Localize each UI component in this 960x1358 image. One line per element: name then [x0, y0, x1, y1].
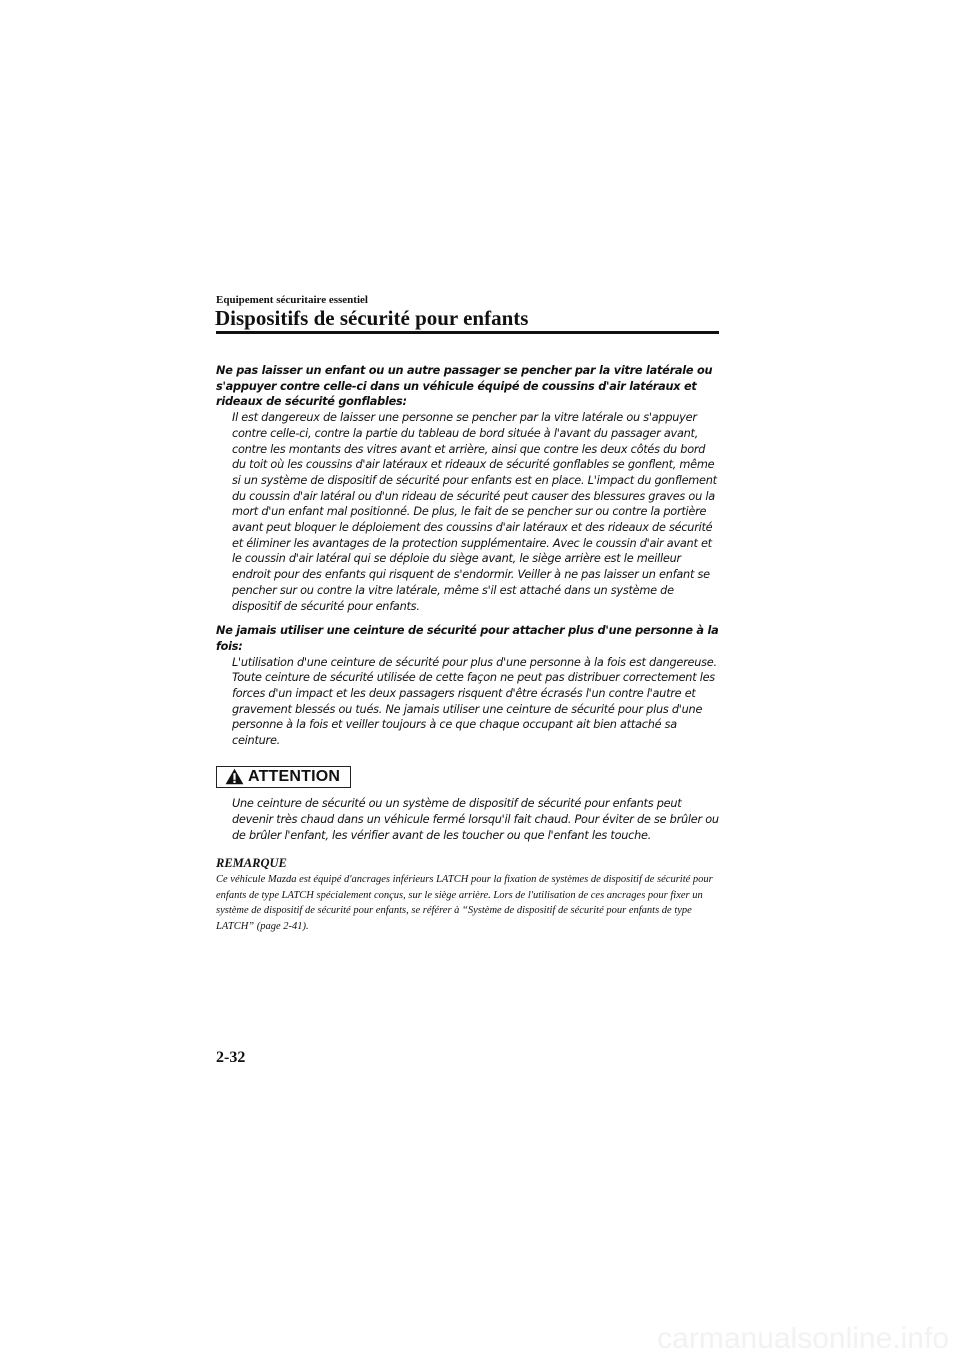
- warning-heading: Ne jamais utiliser une ceinture de sécurité pour attacher plus d'une personne à la fois:: [216, 624, 719, 653]
- warning-triangle-icon: [225, 768, 244, 785]
- section-label: Equipement sécuritaire essentiel: [216, 294, 368, 306]
- warning-block-side-windows: [216, 363, 721, 614]
- title-rule: [216, 331, 719, 334]
- watermark-logo: [577, 1318, 957, 1358]
- remarque-title: REMARQUE: [216, 856, 287, 871]
- warning-heading: Ne pas laisser un enfant ou un autre passager se pencher par la vitre latérale ou s'appuyer contre celle-ci dans un véhicule équipé de coussins d'air latéraux et rideaux de sécurité gonflables:: [216, 364, 713, 409]
- watermark-text: carmanualsonline.info: [657, 1322, 949, 1355]
- attention-label: ATTENTION: [248, 767, 341, 785]
- warning-body: L'utilisation d'une ceinture de sécurité pour plus d'une personne à la fois est dangereuse. Toute ceinture de sécurité utilisée de cette façon ne peut pas distribuer correctement les forces d'un impact et les deux passagers risquent d'être écrasés l'un contre l'autre et gravement blessés ou tués. Ne jamais utiliser une ceinture de sécurité pour plus d'une personne à la fois et veiller toujours à ce que chaque occupant ait bien attaché sa ceinture.: [232, 655, 717, 748]
- page-content: [216, 363, 721, 934]
- page-number: 2-32: [216, 1049, 246, 1066]
- warning-body: Il est dangereux de laisser une personne se pencher par la vitre latérale ou s'appuyer contre celle-ci, contre la partie du tableau de bord située à l'avant du passager avant, contre les montants des vitres avant et arrière, ainsi que contre les deux côtés du bord du toit où les coussins d'air latéraux et rideaux de sécurité gonflables se gonflent, même si un système de dispositif de sécurité pour enfants est en place. L'impact du gonflement du coussin d'air latéral ou d'un rideau de sécurité peut causer des blessures graves ou la mort d'un enfant mal positionné. De plus, le fait de se pencher sur ou contre la portière avant peut bloquer le déploiement des coussins d'air latéraux et des rideaux de sécurité et éliminer les avantages de la protection supplémentaire. Avec le coussin d'air avant et le coussin d'air latéral qui se déploie du siège avant, le siège arrière est le meilleur endroit pour des enfants qui risquent de s'endormir. Veiller à ne pas laisser un enfant se pencher sur ou contre la vitre latérale, même s'il est attaché dans un système de dispositif de sécurité pour enfants.: [232, 411, 717, 613]
- attention-body: Une ceinture de sécurité ou un système de dispositif de sécurité pour enfants peut devenir très chaud dans un véhicule fermé lorsqu'il fait chaud. Pour éviter de se brûler ou de brûler l'enfant, les vérifier avant de les toucher ou que l'enfant les touche.: [232, 797, 719, 842]
- attention-box: [216, 766, 351, 788]
- warning-block-seatbelt-sharing: [216, 623, 721, 749]
- page-title: Dispositifs de sécurité pour enfants: [215, 306, 529, 330]
- remarque-body: Ce véhicule Mazda est équipé d'ancrages inférieurs LATCH pour la fixation de systèmes de dispositif de sécurité pour enfants de type LATCH spécialement conçus, sur le siège arrière. Lors de l'utilisation de ces ancrages pour fixer un système de dispositif de sécurité pour enfants, se référer à “Système de dispositif de sécurité pour enfants de type LATCH” (page 2-41).: [216, 874, 713, 932]
